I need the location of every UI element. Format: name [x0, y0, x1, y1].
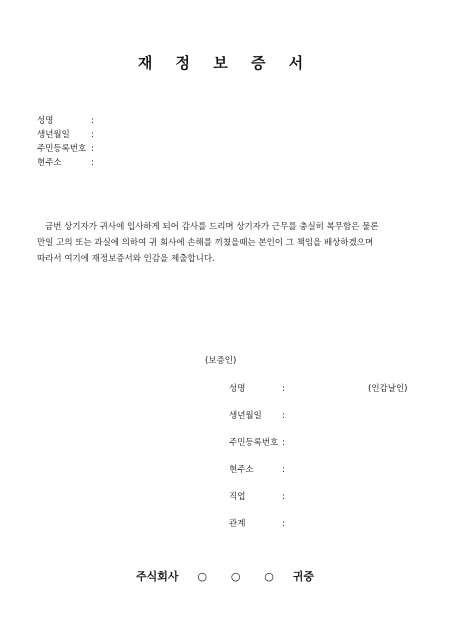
guarantor-birthdate-field	[229, 409, 285, 421]
statement-line: 만일 고의 또는 과실에 의하여 귀 회사에 손해를 끼쳤을때는 본인이 그 책임을 배상하겠으며	[37, 238, 374, 248]
closing-honorific: 귀중	[292, 570, 314, 583]
name-placeholder: ○	[230, 570, 241, 583]
applicant-birthdate-field	[37, 129, 94, 141]
guarantor-id-number-label: 주민등록번호	[229, 438, 279, 448]
guarantor-name-label: 성명	[229, 384, 246, 394]
name-placeholder: ○	[197, 570, 207, 583]
applicant-address-colon: :	[91, 158, 94, 168]
guarantor-relationship-field	[229, 517, 285, 529]
applicant-id-number-field	[37, 143, 94, 155]
guarantor-heading: (보증인)	[205, 356, 237, 366]
applicant-id-number-colon: :	[91, 144, 94, 154]
applicant-birthdate-label: 생년월일	[37, 130, 70, 140]
guarantor-address-colon: :	[282, 465, 285, 475]
guarantor-occupation-colon: :	[282, 492, 285, 502]
seal-note: (인감날인)	[368, 384, 408, 394]
applicant-name-label: 성명	[37, 116, 54, 126]
applicant-name-field	[37, 115, 94, 127]
addressee-line	[0, 568, 450, 584]
applicant-name-colon: :	[91, 116, 94, 126]
name-placeholder: ○	[264, 570, 274, 583]
guarantee-statement	[37, 219, 411, 267]
document-title: 재 정 보 증 서	[137, 54, 313, 72]
guarantor-id-number-field	[229, 436, 285, 448]
guarantor-occupation-label: 직업	[229, 492, 246, 502]
guarantor-birthdate-label: 생년월일	[229, 411, 262, 421]
guarantor-id-number-colon: :	[282, 438, 285, 448]
guarantor-address-label: 현주소	[229, 465, 254, 475]
guarantor-address-field	[229, 463, 285, 475]
guarantor-name-colon: :	[282, 384, 285, 394]
company-prefix: 주식회사	[136, 570, 179, 583]
applicant-birthdate-colon: :	[91, 130, 94, 140]
guarantor-relationship-colon: :	[282, 519, 285, 529]
applicant-address-label: 현주소	[37, 158, 62, 168]
guarantor-name-field	[229, 382, 285, 394]
guarantor-occupation-field	[229, 490, 285, 502]
statement-line: 금번 상기자가 귀사에 입사하게 되어 감사를 드리며 상기자가 근무를 충실히 복무함은 물론	[45, 222, 379, 232]
applicant-address-field	[37, 157, 94, 169]
statement-line: 따라서 여기에 재정보증서와 인감을 제출합니다.	[37, 254, 215, 264]
guarantor-relationship-label: 관계	[229, 519, 246, 529]
guarantor-birthdate-colon: :	[282, 411, 285, 421]
applicant-id-number-label: 주민등록번호	[37, 144, 87, 154]
